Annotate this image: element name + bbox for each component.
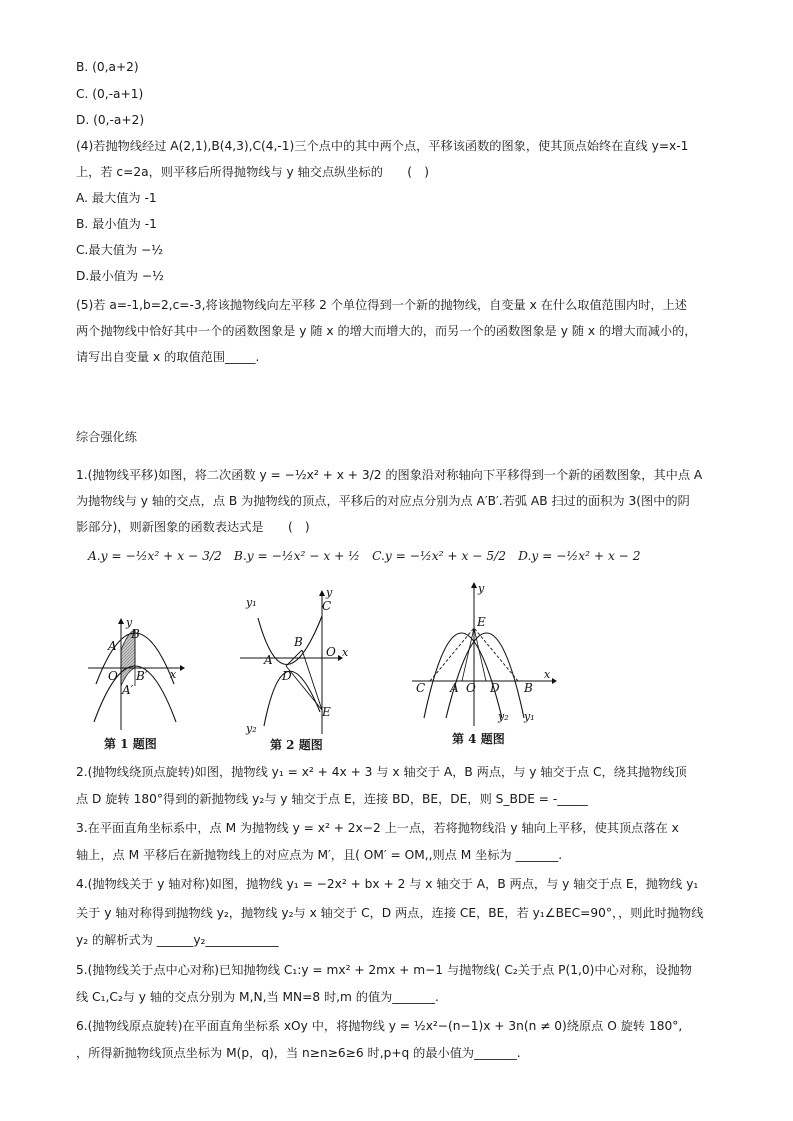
label-B: B xyxy=(131,627,140,641)
q4-option-c: C.最大值为 −½ xyxy=(76,243,164,257)
label-A: A xyxy=(264,653,273,667)
p5-stem-line2: 线 C₁,C₂与 y 轴的交点分别为 M,N,当 MN=8 时,m 的值为_______. xyxy=(76,990,439,1004)
label-E: E xyxy=(322,705,331,719)
p1-stem-line3: 影部分)，则新图象的函数表达式是 ( ) xyxy=(76,520,310,534)
p3-stem-line2: 轴上，点 M 平移后在新抛物线上的对应点为 M′，且( OM′ = OM,,则点 M 坐标为 _______. xyxy=(76,848,563,862)
label-O: O xyxy=(326,645,336,659)
x-axis-arrow xyxy=(180,665,185,671)
label-y2: y₂ xyxy=(246,722,257,735)
label-E: E xyxy=(477,615,486,629)
q5-stem-line2: 两个抛物线中恰好其中一个的函数图象是 y 随 x 的增大而增大的，而另一个的函数图象是 y 随 x 的增大而减小的， xyxy=(76,324,697,338)
y-axis-arrow xyxy=(471,582,477,588)
figure-1-caption: 第 1 题图 xyxy=(104,737,157,751)
label-x: x xyxy=(170,668,177,681)
segment-be xyxy=(302,650,322,710)
figure-2 xyxy=(238,586,358,736)
p4-stem-line3: y₂ 的解析式为 ______y₂____________ xyxy=(76,933,279,947)
p4-stem-line1: 4.(抛物线关于 y 轴对称)如图，抛物线 y₁ = −2x² + bx + 2 与 x 轴交于 A，B 两点，与 y 轴交于点 E，抛物线 y₁ xyxy=(76,877,699,891)
figure-4-caption: 第 4 题图 xyxy=(452,732,505,746)
label-B: B xyxy=(294,635,303,649)
label-y: y xyxy=(478,582,485,595)
x-axis-arrow xyxy=(552,678,557,684)
q4-stem-line1: (4)若抛物线经过 A(2,1),B(4,3),C(4,-1)三个点中的其中两个点，平移该函数的图象，使其顶点始终在直线 y=x-1 xyxy=(76,139,689,153)
q5-stem-line1: (5)若 a=-1,b=2,c=-3,将该抛物线向左平移 2 个单位得到一个新的抛物线，自变量 x 在什么取值范围内时，上述 xyxy=(76,298,687,312)
label-O: O xyxy=(466,681,476,695)
q5-stem-line3: 请写出自变量 x 的取值范围_____. xyxy=(76,350,260,364)
label-C: C xyxy=(416,681,426,695)
label-A: A xyxy=(450,681,459,695)
label-C: C xyxy=(322,599,332,613)
segment-ce xyxy=(430,628,474,681)
p2-stem-line1: 2.(抛物线绕顶点旋转)如图，抛物线 y₁ = x² + 4x + 3 与 x 轴交于 A，B 两点，与 y 轴交于点 C，绕其抛物线顶 xyxy=(76,765,687,779)
label-x: x xyxy=(544,668,551,681)
section-title: 综合强化练 xyxy=(76,430,137,444)
p6-stem-line2: ，所得新抛物线顶点坐标为 M(p，q)，当 n≥n≥6≥6 时,p+q 的最小值为_______. xyxy=(76,1046,521,1060)
segment-be xyxy=(474,628,518,681)
p6-stem-line1: 6.(抛物线原点旋转)在平面直角坐标系 xOy 中，将抛物线 y = ½x²−(n−1)x + 3n(n ≠ 0)绕原点 O 旋转 180°, xyxy=(76,1019,683,1033)
figure-1 xyxy=(88,612,198,732)
label-Bprime: B′ xyxy=(136,669,148,683)
label-y: y xyxy=(326,586,333,599)
y-axis-arrow xyxy=(319,590,325,596)
figure-2-caption: 第 2 题图 xyxy=(270,738,323,752)
p3-stem-line1: 3.在平面直角坐标系中，点 M 为抛物线 y = x² + 2x−2 上一点，若将抛物线沿 y 轴向上平移，使其顶点落在 x xyxy=(76,821,679,835)
q4-option-a: A. 最大值为 -1 xyxy=(76,191,157,205)
p4-stem-line2: 关于 y 轴对称得到抛物线 y₂，抛物线 y₂与 x 轴交于 C，D 两点，连接 CE，BE，若 y₁∠BEC=90°，，则此时抛物线 xyxy=(76,906,704,920)
label-y1: y₁ xyxy=(524,710,535,723)
p5-stem-line1: 5.(抛物线关于点中心对称)已知抛物线 C₁:y = mx² + 2mx + m−1 与抛物线( C₂关于点 P(1,0)中心对称，设抛物 xyxy=(76,963,692,977)
label-Aprime: A′ xyxy=(122,683,134,697)
q4-stem-line2: 上，若 c=2a，则平移后所得抛物线与 y 轴交点纵坐标的 ( ) xyxy=(76,165,429,179)
label-y2: y₂ xyxy=(498,710,509,723)
label-y: y xyxy=(126,616,133,629)
y-axis-arrow xyxy=(118,618,124,624)
p1-stem-line2: 为抛物线与 y 轴的交点，点 B 为抛物线的顶点，平移后的对应点分别为点 A′B′.若弧 AB 扫过的面积为 3(图中的阴 xyxy=(76,494,690,508)
label-x: x xyxy=(342,646,349,659)
q3-option-c: C. (0,-a+1) xyxy=(76,87,144,101)
label-y1: y₁ xyxy=(246,596,257,609)
label-D: D xyxy=(282,669,292,683)
q4-option-b: B. 最小值为 -1 xyxy=(76,217,157,231)
q3-option-b: B. (0,a+2) xyxy=(76,60,139,74)
label-O: O xyxy=(108,669,118,683)
q4-option-d: D.最小值为 −½ xyxy=(76,269,164,283)
label-D: D xyxy=(490,681,500,695)
p2-stem-line2: 点 D 旋转 180°得到的新抛物线 y₂与 y 轴交于点 E，连接 BD，BE，DE，则 S_BDE = -_____ xyxy=(76,792,588,806)
p1-options: A.y = −½x² + x − 3/2 B.y = −½x² − x + ½ C.y = −½x² + x − 5/2 D.y = −½x² + x − 2 xyxy=(88,549,641,563)
q3-option-d: D. (0,-a+2) xyxy=(76,113,145,127)
p1-stem-line1: 1.(抛物线平移)如图，将二次函数 y = −½x² + x + 3/2 的图象沿对称轴向下平移得到一个新的函数图象，其中点 A xyxy=(76,468,703,482)
label-B: B xyxy=(524,681,533,695)
figure-4 xyxy=(410,578,560,728)
label-A: A xyxy=(108,639,117,653)
